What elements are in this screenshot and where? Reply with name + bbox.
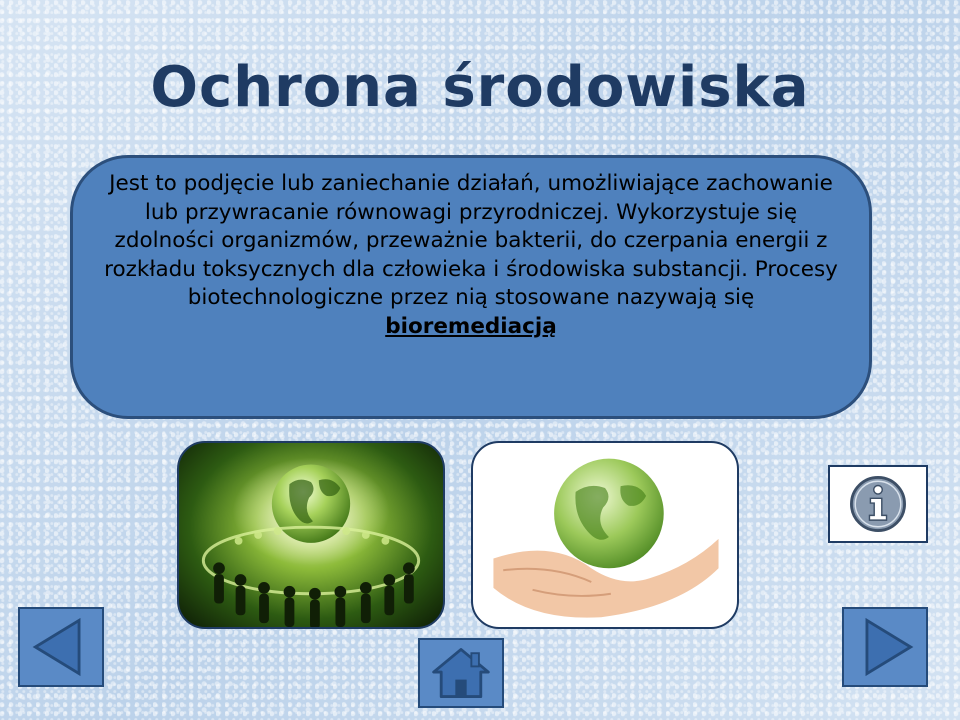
info-button[interactable] <box>828 465 928 543</box>
slide-title: Ochrona środowiska <box>150 55 810 120</box>
previous-slide-button[interactable] <box>18 607 104 687</box>
globe-people-icon <box>179 443 443 627</box>
definition-text: Jest to podjęcie lub zaniechanie działań, umożliwiające zachowanie lub przywracanie równowagi przyrodniczej. Wykorzystuje się zdolności organizmów, przeważnie bakterii, do czerpania energii z rozkładu toksycznych dla człowieka i środowiska substancji. Procesy biotechnologiczne przez nią stosowane nazywają się <box>104 171 838 310</box>
home-button[interactable] <box>418 638 504 708</box>
triangle-right-icon <box>844 609 926 685</box>
globe-in-hands-image <box>471 441 739 629</box>
highlighted-term-link[interactable]: bioremediacją <box>385 313 557 339</box>
info-icon <box>830 467 926 541</box>
home-icon <box>420 640 502 706</box>
next-slide-button[interactable] <box>842 607 928 687</box>
triangle-left-icon <box>20 609 102 685</box>
globe-with-people-image <box>177 441 445 629</box>
globe-hands-icon <box>473 443 737 627</box>
definition-textbox <box>70 155 872 419</box>
